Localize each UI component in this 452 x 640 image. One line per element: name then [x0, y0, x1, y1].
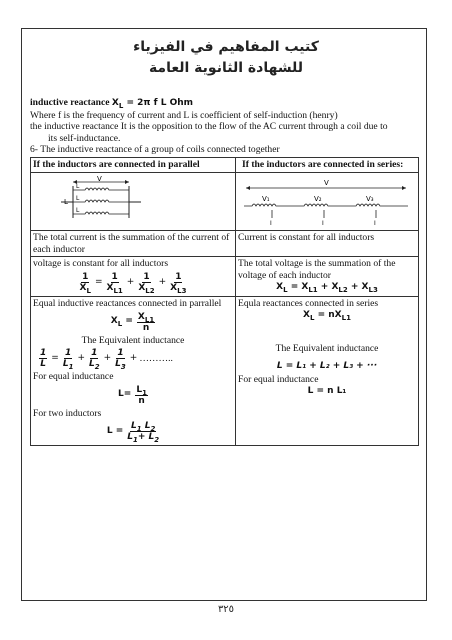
parallel-current: The total current is the summation of the current of each inductor	[31, 231, 236, 257]
series-equiv-label: The Equivalent inductance	[275, 343, 379, 355]
svg-text:L: L	[76, 206, 80, 214]
parallel-voltage-cell	[31, 257, 236, 297]
section-title: 6- The inductive reactance of a group of coils connected together	[30, 144, 280, 156]
series-diagram-cell	[236, 172, 419, 231]
parallel-equal-cell	[31, 296, 236, 445]
svg-text:I: I	[322, 219, 324, 226]
header-subtitle: للشهادة الثانوية العامة	[148, 60, 304, 76]
svg-text:V₁: V₁	[262, 194, 270, 203]
series-circuit-diagram	[238, 174, 418, 226]
parallel-equal-formula: $X_L$ = $\frac{X_{L1}}{n}$	[110, 311, 155, 333]
head-parallel: If the inductors are connected in parallel	[31, 157, 236, 172]
reactance-formula: $X_L = 2\pi$ f L Ohm	[111, 98, 194, 110]
comparison-table	[30, 157, 419, 446]
page-number: ٣٢٥	[217, 604, 235, 615]
reactance-line	[30, 97, 418, 110]
svg-text:V₂: V₂	[314, 194, 322, 203]
parallel-equal: Equal inductive reactances connected in parrallel	[33, 297, 222, 309]
series-equal-formula: $X_L = nX_{L1}$	[303, 309, 351, 322]
svg-text:I: I	[270, 219, 272, 226]
parallel-voltage: voltage is constant for all inductors	[33, 258, 169, 270]
header-title: كتيب المفاهيم في الفيزياء	[133, 39, 319, 55]
series-reactance-formula: $X_L = X_{L1} + X_{L2} + X_{L3}$	[276, 281, 378, 294]
svg-text:V: V	[324, 178, 329, 187]
svg-text:L: L	[76, 182, 80, 190]
parallel-for-two: For two inductors	[33, 407, 102, 419]
svg-text:V: V	[97, 174, 102, 183]
series-for-equal: For equal inductance	[238, 374, 319, 386]
parallel-for-equal: For equal inductance	[33, 371, 114, 383]
parallel-circuit-diagram	[33, 174, 233, 226]
parallel-two-inductance: L = $\frac{L_1 L_2}{L_1+ L_2}$	[106, 421, 160, 445]
parallel-equiv-label: The Equivalent inductance	[81, 334, 185, 346]
series-equal-inductance: L = n L₁	[307, 385, 347, 396]
dots: ………..	[139, 352, 173, 364]
series-voltage-cell	[236, 257, 419, 297]
series-current: Current is constant for all inductors	[236, 231, 419, 257]
content	[30, 97, 418, 446]
series-voltage: The total voltage is the summation of the voltage of each inductor	[238, 258, 396, 281]
parallel-equal-inductance: L= $\frac{L_1}{n}$	[118, 384, 147, 406]
svg-text:L: L	[76, 194, 80, 202]
definition-line-2: its self-inductance.	[48, 132, 121, 144]
where-line: Where f is the frequency of current and L is coefficient of self-induction (henry)	[30, 109, 338, 121]
series-inductance-formula: L = L₁ + L₂ + L₃ + ···	[276, 360, 378, 371]
reactance-label: inductive reactance	[30, 97, 110, 108]
parallel-reactance-formula: $\frac{1}{X_L}$ = $\frac{1}{X_{L1}}$ + $\frac{1}{X_{L2}}$ + $\frac{1}{X_{L3}}$	[79, 271, 187, 295]
head-series: If the inductors are connected in series:	[236, 157, 419, 172]
series-equal-cell	[236, 296, 419, 445]
parallel-inductance-formula: $\frac{1}{L}$ = $\frac{1}{L_1}$ + $\frac{1}{L_2}$ + $\frac{1}{L_3}$ + ………..	[40, 348, 173, 371]
svg-text:L: L	[64, 197, 68, 206]
parallel-diagram-cell	[31, 172, 236, 231]
definition-line: the inductive reactance It is the opposition to the flow of the AC current through a coil due to	[30, 121, 388, 133]
page-header	[0, 38, 452, 78]
series-equal: Equla reactances connected in series	[238, 297, 379, 309]
svg-text:I: I	[374, 219, 376, 226]
svg-text:V₃: V₃	[366, 194, 374, 203]
